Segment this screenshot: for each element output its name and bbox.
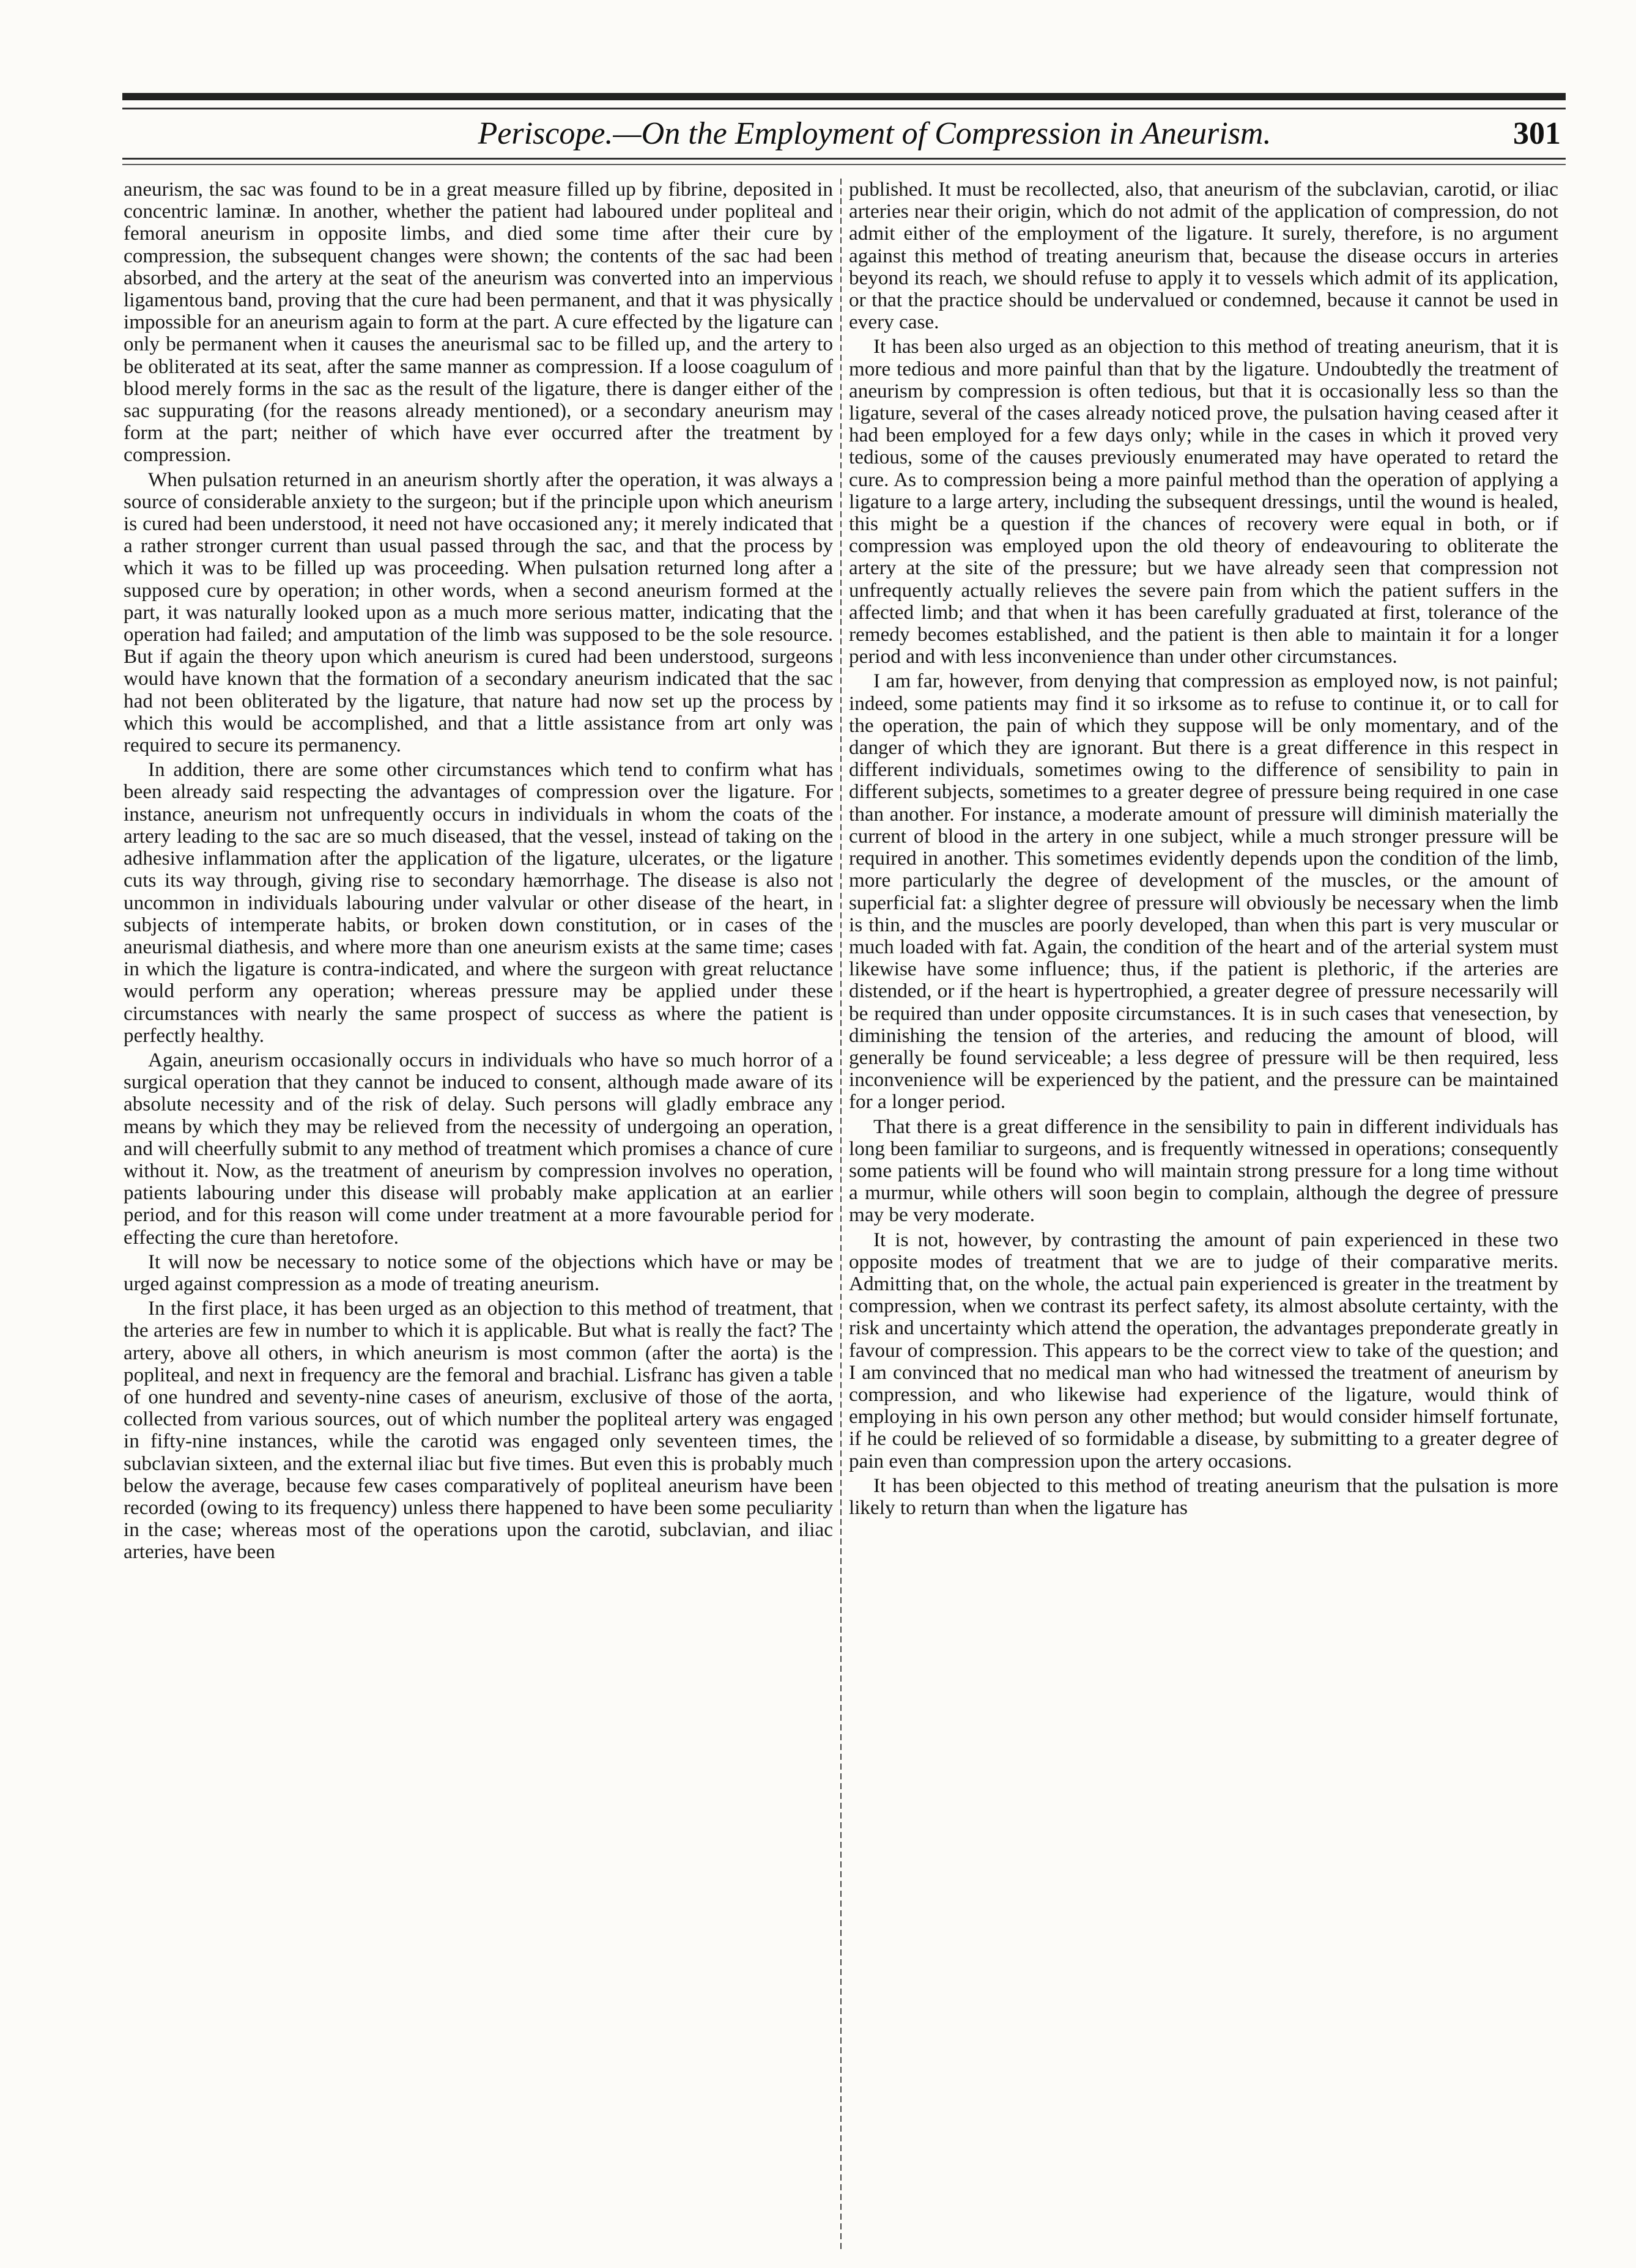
- paragraph: When pulsation returned in an aneurism shortly after the operation, it was always a source of considerable anxiety to the surgeon; but if the principle upon which aneurism is cured had been understood, it need not have occasioned any; it merely indicated that a rather stronger current than usual passed through the sac, and that the process by which it was to be filled up was proceeding. When pulsation returned long after a supposed cure by operation; in other words, when a second aneurism formed at the part, it was naturally looked upon as a much more serious matter, indicating that the operation had failed; and amputation of the limb was supposed to be the sole resource. But if again the theory upon which aneurism is cured had been understood, surgeons would have known that the formation of a secondary aneurism indicated that the sac had not been obliterated by the ligature, that nature had now set up the process by which this would be accomplished, and that a little assistance from art only was required to secure its permanency.: [124, 468, 833, 757]
- paragraph: Again, aneurism occasionally occurs in individuals who have so much horror of a surgical operation that they cannot be induced to consent, although made aware of its absolute necessity and of the risk of delay. Such persons will gladly embrace any means by which they may be relieved from the necessity of undergoing an operation, and will cheerfully submit to any method of treatment which promises a chance of cure without it. Now, as the treatment of aneurism by compression involves no operation, patients labouring under this disease will probably make application at an earlier period, and for this reason will come under treatment at a more favourable period for effecting the cure than heretofore.: [124, 1048, 833, 1249]
- header-rule-secondary: [122, 164, 1566, 165]
- column-divider: [840, 179, 842, 2251]
- left-column: [124, 179, 833, 2251]
- paragraph: I am far, however, from denying that compression as employed now, is not painful; indeed, some patients may find it so irksome as to refuse to continue it, or to call for the operation, the pain of which they suppose will be only momentary, and of the danger of which they are ignorant. But there is a great difference in this respect in different individuals, sometimes owing to the difference of sensibility to pain in different subjects, sometimes to a greater degree of pressure being required in one case than another. For instance, a moderate amount of pressure will diminish materially the current of blood in the artery in one subject, while a much stronger pressure will be required in another. This sometimes evidently depends upon the condition of the limb, more particularly the degree of development of the muscles, or the amount of superficial fat: a slighter degree of pressure will obviously be necessary when the limb is thin, and the muscles are poorly developed, than when this part is very muscular or much loaded with fat. Again, the condition of the heart and of the arterial system must likewise have some influence; thus, if the patient is plethoric, if the arteries are distended, or if the heart is hypertrophied, a greater degree of pressure necessarily will be required than under opposite circumstances. It is in such cases that venesection, by diminishing the tension of the arteries, and reducing the amount of blood, will generally be found serviceable; a less degree of pressure will be then required, less inconvenience will be experienced by the patient, and the pressure can be maintained for a longer period.: [849, 670, 1558, 1114]
- right-column: [849, 179, 1558, 2251]
- paragraph: It will now be necessary to notice some of the objections which have or may be urged against compression as a mode of treating aneurism.: [124, 1250, 833, 1295]
- paragraph: It has been also urged as an objection to this method of treating aneurism, that it is more tedious and more painful than that by the ligature. Undoubtedly the treatment of aneurism by compression is often tedious, but that it is occasionally less so than the ligature, several of the cases already noticed prove, the pulsation having ceased after it had been employed for a few days only; while in the cases in which it proved very tedious, some of the causes previously enumerated may have operated to retard the cure. As to compression being a more painful method than the operation of applying a ligature to a large artery, including the subsequent dressings, until the wound is healed, this might be a question if the chances of recovery were equal in both, or if compression was employed upon the old theory of endeavouring to obliterate the artery at the site of the pressure; but we have already seen that compression not unfrequently actually relieves the severe pain from which the patient suffers in the affected limb; and that when it has been carefully graduated at first, tolerance of the remedy becomes established, and the patient is then able to maintain it for a longer period and with less inconvenience than under other circumstances.: [849, 335, 1558, 668]
- page-number: 301: [1513, 116, 1561, 151]
- paragraph: published. It must be recollected, also, that aneurism of the subclavian, carotid, or iliac arteries near their origin, which do not admit of the application of compression, do not admit either of the employment of the ligature. It surely, therefore, is no argument against this method of treating aneurism that, because the disease occurs in arteries beyond its reach, we should refuse to apply it to vessels which admit of its application, or that the practice should be undervalued or condemned, because it cannot be used in every case.: [849, 179, 1558, 334]
- running-title: Periscope.—On the Employment of Compression in Aneurism.: [478, 116, 1271, 151]
- running-header: [122, 115, 1566, 153]
- top-double-rule: [122, 93, 1566, 100]
- paragraph: It has been objected to this method of treating aneurism that the pulsation is more likely to return than when the ligature has: [849, 1474, 1558, 1519]
- paragraph: That there is a great difference in the sensibility to pain in different individuals has long been familiar to surgeons, and is frequently witnessed in operations; consequently some patients will be found who will maintain strong pressure for a long time without a murmur, while others will soon begin to complain, although the degree of pressure may be very moderate.: [849, 1115, 1558, 1227]
- paragraph: It is not, however, by contrasting the amount of pain experienced in these two opposite modes of treatment that we are to judge of their comparative merits. Admitting that, on the whole, the actual pain experienced is greater in the treatment by compression, when we contrast its perfect safety, its almost absolute certainty, with the risk and uncertainty which attend the operation, the advantages preponderate greatly in favour of compression. This appears to be the correct view to take of the question; and I am convinced that no medical man who had witnessed the treatment of aneurism by compression, and who likewise had experience of the ligature, would think of employing in his own person any other method; but would consider himself fortunate, if he could be relieved of so formidable a disease, by submitting to a greater degree of pain even than compression upon the artery occasions.: [849, 1228, 1558, 1472]
- paragraph: In the first place, it has been urged as an objection to this method of treatment, that the arteries are few in number to which it is applicable. But what is really the fact? The artery, above all others, in which aneurism is most common (after the aorta) is the popliteal, and next in frequency are the femoral and brachial. Lisfranc has given a table of one hundred and seventy-nine cases of aneurism, exclusive of those of the aorta, collected from various sources, out of which number the popliteal artery was engaged in fifty-nine instances, while the carotid was engaged only seventeen times, the subclavian sixteen, and the external iliac but five times. But even this is probably much below the average, because few cases comparatively of popliteal aneurism have been recorded (owing to its frequency) unless there happened to have been some peculiarity in the case; whereas most of the operations upon the carotid, subclavian, and iliac arteries, have been: [124, 1297, 833, 1564]
- header-rule: [122, 158, 1566, 160]
- paragraph: aneurism, the sac was found to be in a great measure filled up by fibrine, deposited in concentric laminæ. In another, whether the patient had laboured under popliteal and femoral aneurism in opposite limbs, and died some time after their cure by compression, the subsequent changes were shown; the contents of the sac had been absorbed, and the artery at the seat of the aneurism was converted into an impervious ligamentous band, proving that the cure had been permanent, and that it was physically impossible for an aneurism again to form at the part. A cure effected by the ligature can only be permanent when it causes the aneurismal sac to be filled up, and the artery to be obliterated at its seat, after the same manner as compression. If a loose coagulum of blood merely forms in the sac as the result of the ligature, there is danger either of the sac suppurating (for the reasons already mentioned), or a secondary aneurism may form at the part; neither of which have ever occurred after the treatment by compression.: [124, 179, 833, 467]
- top-thin-rule: [122, 108, 1566, 109]
- paragraph: In addition, there are some other circumstances which tend to confirm what has been already said respecting the advantages of compression over the ligature. For instance, aneurism not unfrequently occurs in individuals in whom the coats of the artery leading to the sac are so much diseased, that the vessel, instead of taking on the adhesive inflammation after the application of the ligature, ulcerates, or the ligature cuts its way through, giving rise to secondary hæmorrhage. The disease is also not uncommon in individuals labouring under valvular or other disease of the heart, in subjects of intemperate habits, or broken down constitution, or in cases of the aneurismal diathesis, and where more than one aneurism exists at the same time; cases in which the ligature is contra-indicated, and where the surgeon with great reluctance would perform any operation; whereas pressure may be applied under these circumstances with nearly the same prospect of success as where the patient is perfectly healthy.: [124, 758, 833, 1047]
